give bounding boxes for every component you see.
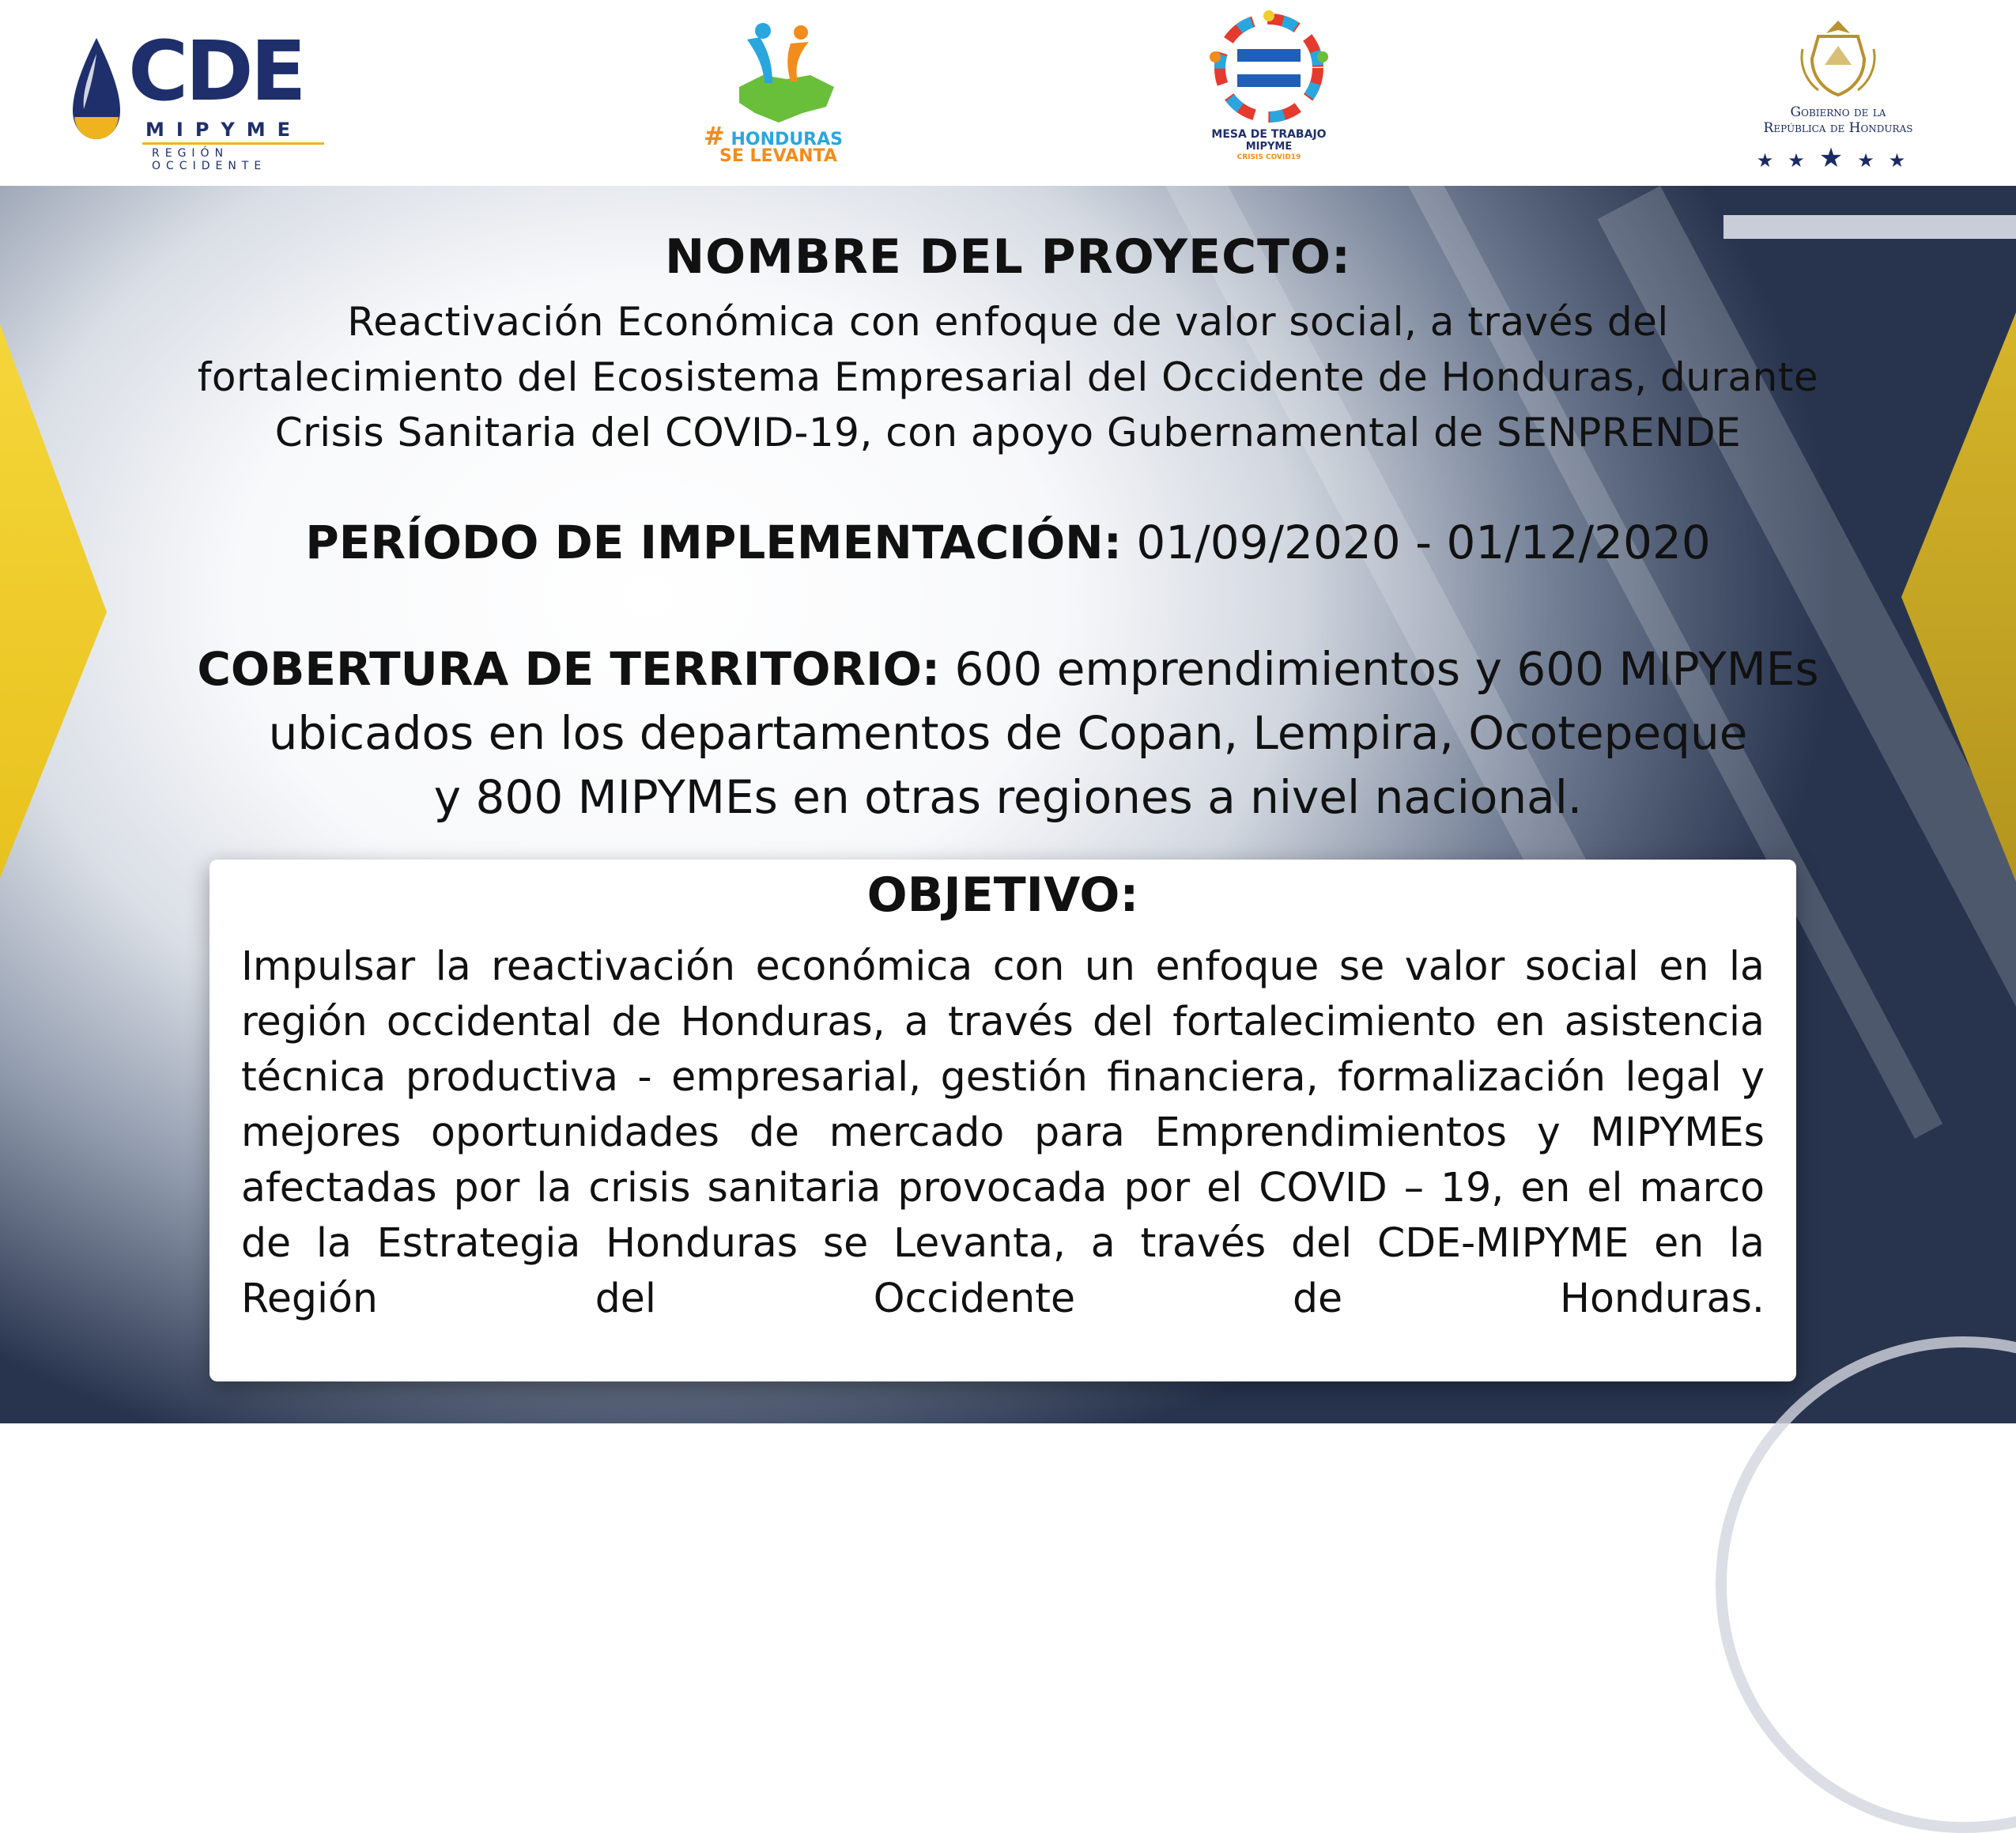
- objective-heading: OBJETIVO:: [866, 867, 1139, 923]
- coverage-line-1: [0, 637, 2016, 701]
- project-heading: NOMBRE DEL PROYECTO:: [664, 229, 1352, 285]
- cde-region-label: REGIÓN OCCIDENTE: [152, 147, 267, 172]
- objective-text: Impulsar la reactivación económica con un enfoque se valor social en la región occidental de Honduras, a través del fortalecimiento en asistencia técnica productiva - empresarial, gestión financiera, formalización legal y mejores oportunidades de mercado para Emprendimientos y MIPYMEs afectadas por la crisis sanitaria provocada por el COVID – 19, en el marco de la Estrategia Honduras se Levanta, a través del CDE-MIPYME en la Región del Occidente de Honduras.: [241, 943, 1765, 1321]
- coverage-value: 600 emprendimientos y 600 MIPYMEs: [940, 642, 1819, 696]
- mesa-line1: MESA DE TRABAJO: [1211, 128, 1327, 141]
- period-value: 01/09/2020 - 01/12/2020: [1121, 516, 1711, 569]
- gobierno-line1: Gobierno de la: [1790, 104, 1886, 120]
- coverage-line-3: y 800 MIPYMEs en otras regiones a nivel nacional.: [433, 770, 1583, 824]
- cde-wordmark: CDE: [128, 23, 304, 119]
- coverage-label: COBERTURA DE TERRITORIO:: [197, 642, 941, 696]
- project-line-3: Crisis Sanitaria del COVID-19, con apoyo Gubernamental de SENPRENDE: [274, 410, 1742, 455]
- project-line-2: fortalecimiento del Ecosistema Empresarial del Occidente de Honduras, durante: [197, 354, 1819, 400]
- period-line: [0, 510, 2016, 575]
- gobierno-stars: ★★★★★: [1756, 142, 1920, 174]
- project-line-1: Reactivación Económica con enfoque de valor social, a través del: [347, 299, 1669, 345]
- cde-mipyme-label: MIPYME: [145, 119, 303, 141]
- coverage-line-2: ubicados en los departamentos de Copan, Lempira, Ocotepeque: [268, 706, 1748, 760]
- mesa-line3: CRISIS COVID19: [1236, 153, 1301, 161]
- gobierno-line2: República de Honduras: [1763, 120, 1913, 136]
- period-label: PERÍODO DE IMPLEMENTACIÓN:: [305, 516, 1122, 569]
- objective-box: [210, 860, 1796, 1381]
- mesa-line2: MIPYME: [1245, 141, 1293, 153]
- se-levanta-word: SE LEVANTA: [719, 146, 837, 166]
- hashtag-symbol: #: [704, 121, 725, 151]
- honduras-word: HONDURAS: [731, 130, 843, 149]
